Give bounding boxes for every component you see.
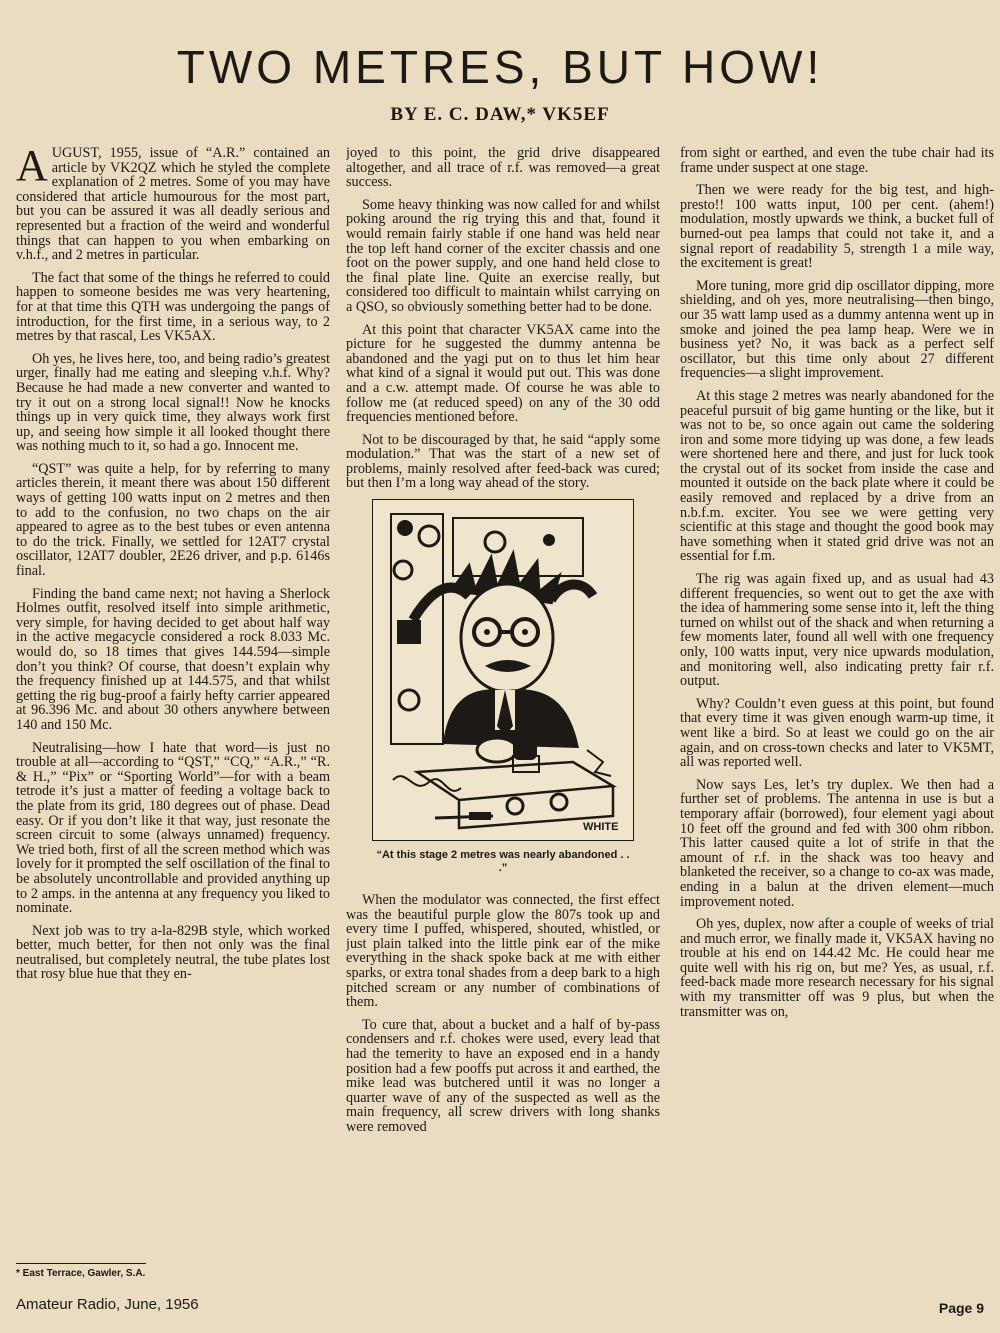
paragraph: Finding the band came next; not having a Sherlock Holmes outfit, resolved itself into simple arithmetic, very simple, for having decided to get about half way in the active megacycle considered a rock 8.033 Mc. would do, so 18 times that gives 144.594—simple don’t you think? Of course, that doesn’t explain why the frequency finished up at 144.575, and that whilst getting the rig bug-proof a fairly hefty carrier appeared at 96.396 Mc. and about 30 others anywhere between 140 and 150 Mc. — [16, 585, 330, 733]
paragraph: Oh yes, duplex, now after a couple of weeks of trial and much error, we finally made it, VK5AX having no trouble at his end on 144.42 Mc. He could hear me quite well with his rig on, but me? Yes, as usual, r.f. feed-back made more research necessary for his signal with my transmitter off was 9 plus, but when the transmitter was on, — [680, 916, 994, 1020]
paragraph: Some heavy thinking was now called for and whilst poking around the rig trying this and that, found it would remain fairly stable if one hand was held near the top left hand corner of the exciter chassis and one foot on the power supply, and one hand held close to the final plate line. Quite an exercise really, but considered too difficult to maintain whilst carrying on a QSO, so obviously something better had to be done. — [346, 196, 660, 315]
paragraph: At this stage 2 metres was nearly abandoned for the peaceful pursuit of big game hunting or the like, but it was not to be, so once again out came the soldering iron and some more tidying up was done, a few leads were shortened here and there, and just for luck took the crystal out of its socket from inside the case and mounted it outside on the back plate where it could be easily removed and replaced by a drive from an n.b.f.m. exciter. You see we were getting very scientific at this stage and thought the good book may have something when it stated grid drive was not an essential for f.m. — [680, 387, 994, 565]
page-number: Page 9 — [938, 1300, 984, 1316]
artist-signature: WHITE — [583, 821, 619, 834]
paragraph: Oh yes, he lives here, too, and being radio’s greatest urger, finally had me eating and sleeping v.h.f. Why? Because he had made a new converter and wanted to try it out on a strong local signal!! Now he knocks things up in very quick time, they always work first up, and seeing how simple it all looked thought there was nothing much to it, so had a go. Innocent me. — [16, 350, 330, 455]
paragraph: When the modulator was connected, the first effect was the beautiful purple glow the 807s took up and every time I puffed, whispered, shouted, whistled, or just plain talked into the little pink ear of the mike everything in the shack spoke back at me with either sparks, or extra tonal shades from a deep bark to a high pitched scream or any number of combinations of them. — [346, 892, 660, 1011]
article-title: TWO METRES, BUT HOW! — [176, 41, 824, 93]
paragraph: Not to be discouraged by that, he said “apply some modulation.” That was the start of a new set of problems, mainly resolved after feed-back was cured; but then I’m a long way ahead of the story. — [346, 431, 660, 492]
paragraph: joyed to this point, the grid drive disappeared altogether, and all trace of r.f. was removed—a great success. — [346, 146, 660, 191]
paragraph — [16, 146, 330, 263]
column-2 — [346, 146, 660, 1282]
paragraph: Then we were ready for the big test, and high-presto!! 100 watts input, 100 per cent. (ahem!) modulation, mostly upwards we think, a bucket full of burned-out pea lamps that could not take it, and a signal report of readability 5, strength 1 a mile way, the excitement is great! — [680, 182, 994, 272]
paragraph: Now says Les, let’s try duplex. We then had a further set of problems. The antenna in use is but a temporary affair (borrowed), four element yagi about 10 feet off the ground and fed with 300 ohm ribbon. This latter caused quite a lot of strife in that the amount of r.f. in the shack was too heavy and blanketed the receiver, so a change to co-ax was made, ending in a balun at the driven element—much improvement noted. — [680, 776, 994, 910]
cartoon-drawing — [373, 500, 633, 840]
paragraph: from sight or earthed, and even the tube chair had its frame under suspect at one stage. — [680, 146, 994, 176]
paragraph: Neutralising—how I hate that word—is just no trouble at all—according to “QST,” “CQ,” “A.R.,” “R. & H.,” “Pix” or “Sporting World”—for with a beam tetrode it’s just a matter of feeding a voltage back to the plate from its grid, 180 degrees out of phase. Dead easy. Or if you don’t like it that way, just resonate the screen circuit to some (always unnamed) frequency. We tried both, first of all the screen method which was lovely for it prompted the self oscillation of the final to be absolutely uncontrollable and provided anything up to 2 amps. in the antenna at any frequency you liked to nominate. — [16, 739, 330, 917]
cartoon-caption: “At this stage 2 metres was nearly abandoned . . .” — [376, 849, 630, 875]
paragraph: The fact that some of the things he referred to could happen to someone besides me was very heartening, for at that time this QTH was undergoing the pangs of introduction, for the first time, in a serious way, to 2 metres by that rascal, Les VK5AX. — [16, 269, 330, 345]
paragraph: The rig was again fixed up, and as usual had 43 different frequencies, so went out to get the axe with the idea of hammering some sense into it, left the thing turned on whilst out of the shack and when returning a few moments later, found all well with one frequency only, 100 watts input, very nice upwards modulation, and monitoring well, also indicating pretty fair r.f. output. — [680, 571, 994, 690]
paragraph: “QST” was quite a help, for by referring to many articles therein, it meant there was about 150 different ways of getting 100 watts input on 2 metres and then to add to the confusion, no two chaps on the air appeared to agree as to the best tubes or even antenna to do the trick. Finally, we settled for 12AT7 crystal oscillator, 12AT7 doubler, 2E26 driver, and p.p. 6146s final. — [16, 460, 330, 580]
footnote: * East Terrace, Gawler, S.A. — [16, 1268, 146, 1279]
column-3 — [680, 146, 994, 1284]
drop-cap: A — [16, 146, 48, 190]
paragraph: To cure that, about a bucket and a half of by-pass condensers and r.f. chokes were used, every lead that had the temerity to have an exposed end in a handy position had a few pooffs put across it and earthed, the mike lead was butchered until it was no longer a quarter wave of any of the suspected as well as the main frequency, all screw drivers with long shanks were removed — [346, 1016, 660, 1135]
paragraph: Why? Couldn’t even guess at this point, but found that every time it was given enough warm-up time, it went like a bird. So at least we could go on the air again, and on cross-town checks and later to VK5MT, all was reported well. — [680, 695, 994, 771]
column-1 — [16, 146, 330, 1266]
footnote-divider — [16, 1263, 146, 1264]
publication-footer: Amateur Radio, June, 1956 — [16, 1296, 199, 1313]
paragraph: At this point that character VK5AX came into the picture for he suggested the dummy antenna be abandoned and the yagi put on to thus let him hear what kind of a signal it would put out. This was done and a c.w. attempt made. Of course he was able to follow me (at reduced speed) on any of the 30 odd frequencies mentioned before. — [346, 321, 660, 426]
paragraph: More tuning, more grid dip oscillator dipping, more shielding, and oh yes, more neutralising—then bingo, our 35 watt lamp used as a dummy antenna went up in smoke and joined the pea lamp heap. Were we in business yet? No, it was back as a perfect self oscillator, but this time only about 27 different frequencies—a slight improvement. — [680, 277, 994, 382]
cartoon-illustration — [372, 499, 634, 841]
article-byline: BY E. C. DAW,* VK5EF — [390, 104, 610, 125]
paragraph-text: UGUST, 1955, issue of “A.R.” contained an article by VK2QZ which he styled the complete explanation of 2 metres. Some of you may have considered that article humourous for the most part, but you can be assured it was all deadly serious and represented but a fraction of the weird and wonderful things that can happen to you when embarking on v.h.f., and 2 metres in particular. — [16, 146, 330, 264]
paragraph: Next job was to try a-la-829B style, which worked better, much better, for then not only was the final neutralised, but completely neutral, the tube plates lost that rosy blue hue that they en- — [16, 922, 330, 983]
cartoon-figure — [372, 499, 634, 875]
